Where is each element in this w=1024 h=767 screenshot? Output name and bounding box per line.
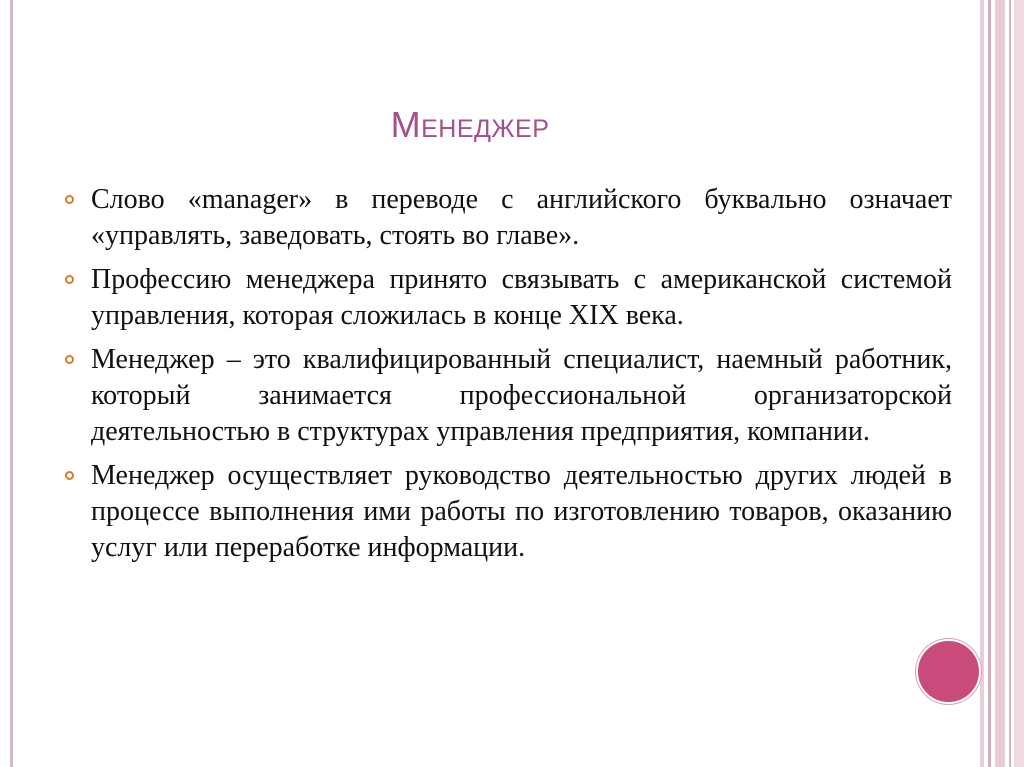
decorative-pink-circle <box>916 639 981 704</box>
left-border-line <box>10 0 13 767</box>
orange-ring-bullet-icon <box>65 355 74 364</box>
orange-ring-bullet-icon <box>65 471 74 480</box>
orange-ring-bullet-icon <box>65 195 74 204</box>
orange-ring-bullet-icon <box>65 275 74 284</box>
bullet-text: Профессию менеджера принято связывать с американской системой управления, которая сложилась в конце XIX века. <box>91 264 952 331</box>
right-decorative-stripes <box>980 0 1024 767</box>
bullet-item <box>60 342 952 450</box>
slide-title: Менеджер <box>390 104 550 145</box>
bullet-item <box>60 182 952 254</box>
stripe-5 <box>1014 0 1024 767</box>
bullet-text: Менеджер осуществляет руководство деятельностью других людей в процессе выполнения ими работы по изготовлению товаров, оказанию услуг или переработке информации. <box>91 460 952 563</box>
slide-content <box>60 182 952 574</box>
bullet-item <box>60 458 952 566</box>
bullet-text: Слово «manager» в переводе с английского буквально означает «управлять, заведовать, стоять во главе». <box>91 184 952 251</box>
stripe-2 <box>988 0 991 767</box>
bullet-item <box>60 262 952 334</box>
stripe-1 <box>980 0 984 767</box>
stripe-3 <box>995 0 1005 767</box>
bullet-text: Менеджер – это квалифицированный специалист, наемный работник, который занимается профессиональной организаторской деятельностью в структурах управления предприятия, компании. <box>91 344 952 447</box>
stripe-4 <box>1009 0 1011 767</box>
